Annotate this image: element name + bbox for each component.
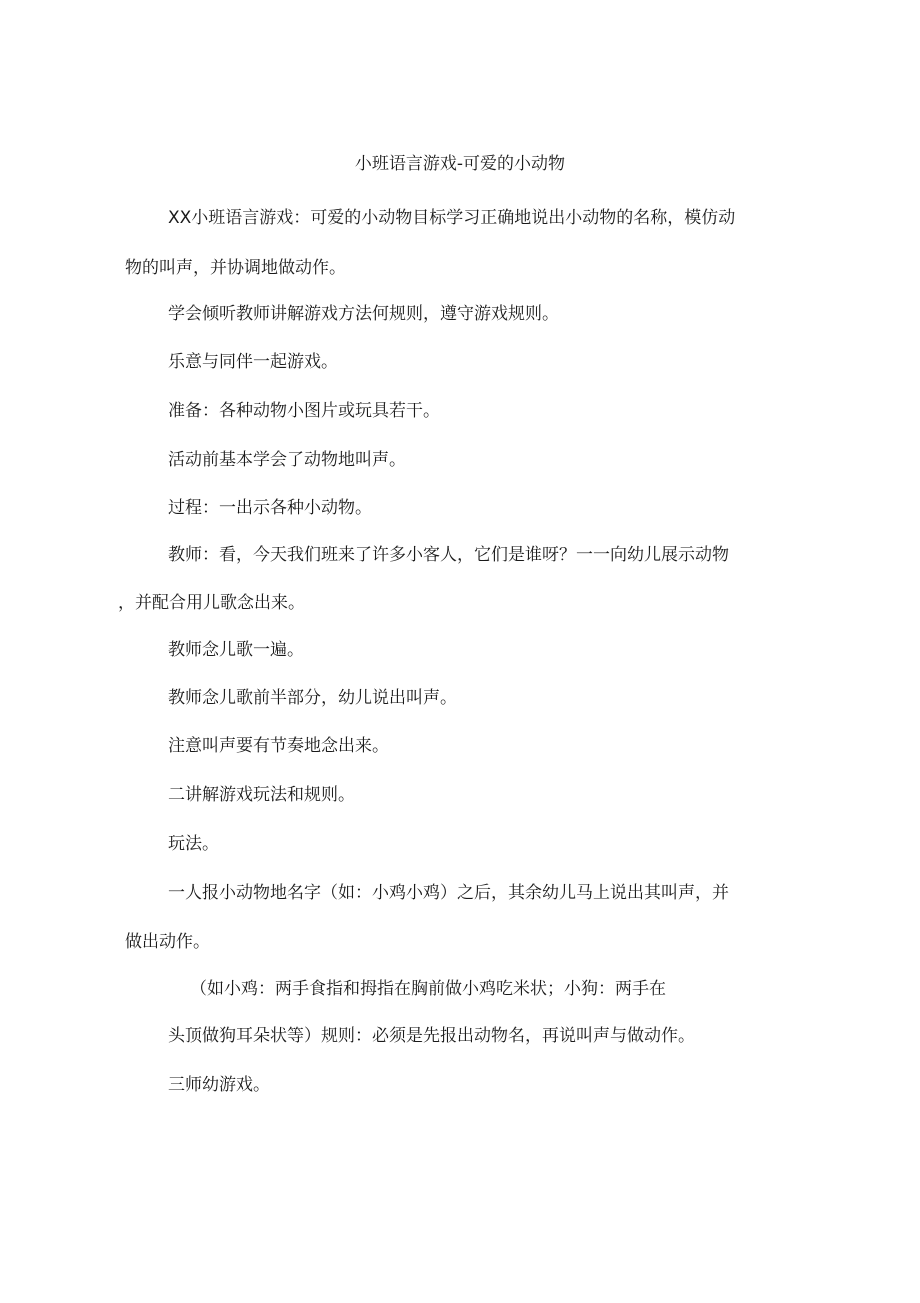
paragraph-line: 注意叫声要有节奏地念出来。 [168,736,389,756]
paragraph-line: 一人报小动物地名字（如：小鸡小鸡）之后，其余幼儿马上说出其叫声，并 [168,883,729,903]
paragraph-line: 过程：一出示各种小动物。 [168,498,372,518]
paragraph-line: 学会倾听教师讲解游戏方法何规则，遵守游戏规则。 [168,304,559,324]
paragraph-line: XX小班语言游戏：可爱的小动物目标学习正确地说出小动物的名称，模仿动 [168,208,736,228]
paragraph-line: 二讲解游戏玩法和规则。 [168,785,355,805]
paragraph-line: 头顶做狗耳朵状等）规则：必须是先报出动物名，再说叫声与做动作。 [168,1026,695,1046]
paragraph-line: 物的叫声，并协调地做动作。 [125,258,346,278]
paragraph-line: 乐意与同伴一起游戏。 [168,352,338,372]
paragraph-line: 准备：各种动物小图片或玩具若干。 [168,401,440,421]
paragraph-line: 教师念儿歌前半部分，幼儿说出叫声。 [168,688,457,708]
paragraph-line: 活动前基本学会了动物地叫声。 [168,450,406,470]
paragraph-line: 教师：看，今天我们班来了许多小客人，它们是谁呀？一一向幼儿展示动物 [168,545,729,565]
paragraph-line: （如小鸡：两手食指和拇指在胸前做小鸡吃米状；小狗：两手在 [190,979,666,999]
paragraph-line: 教师念儿歌一遍。 [168,640,304,660]
document-title: 小班语言游戏-可爱的小动物 [354,154,566,174]
paragraph-line: ，并配合用儿歌念出来。 [118,593,305,613]
paragraph-line: 玩法。 [168,834,219,854]
paragraph-line: 做出动作。 [125,932,210,952]
paragraph-line: 三师幼游戏。 [168,1075,270,1095]
